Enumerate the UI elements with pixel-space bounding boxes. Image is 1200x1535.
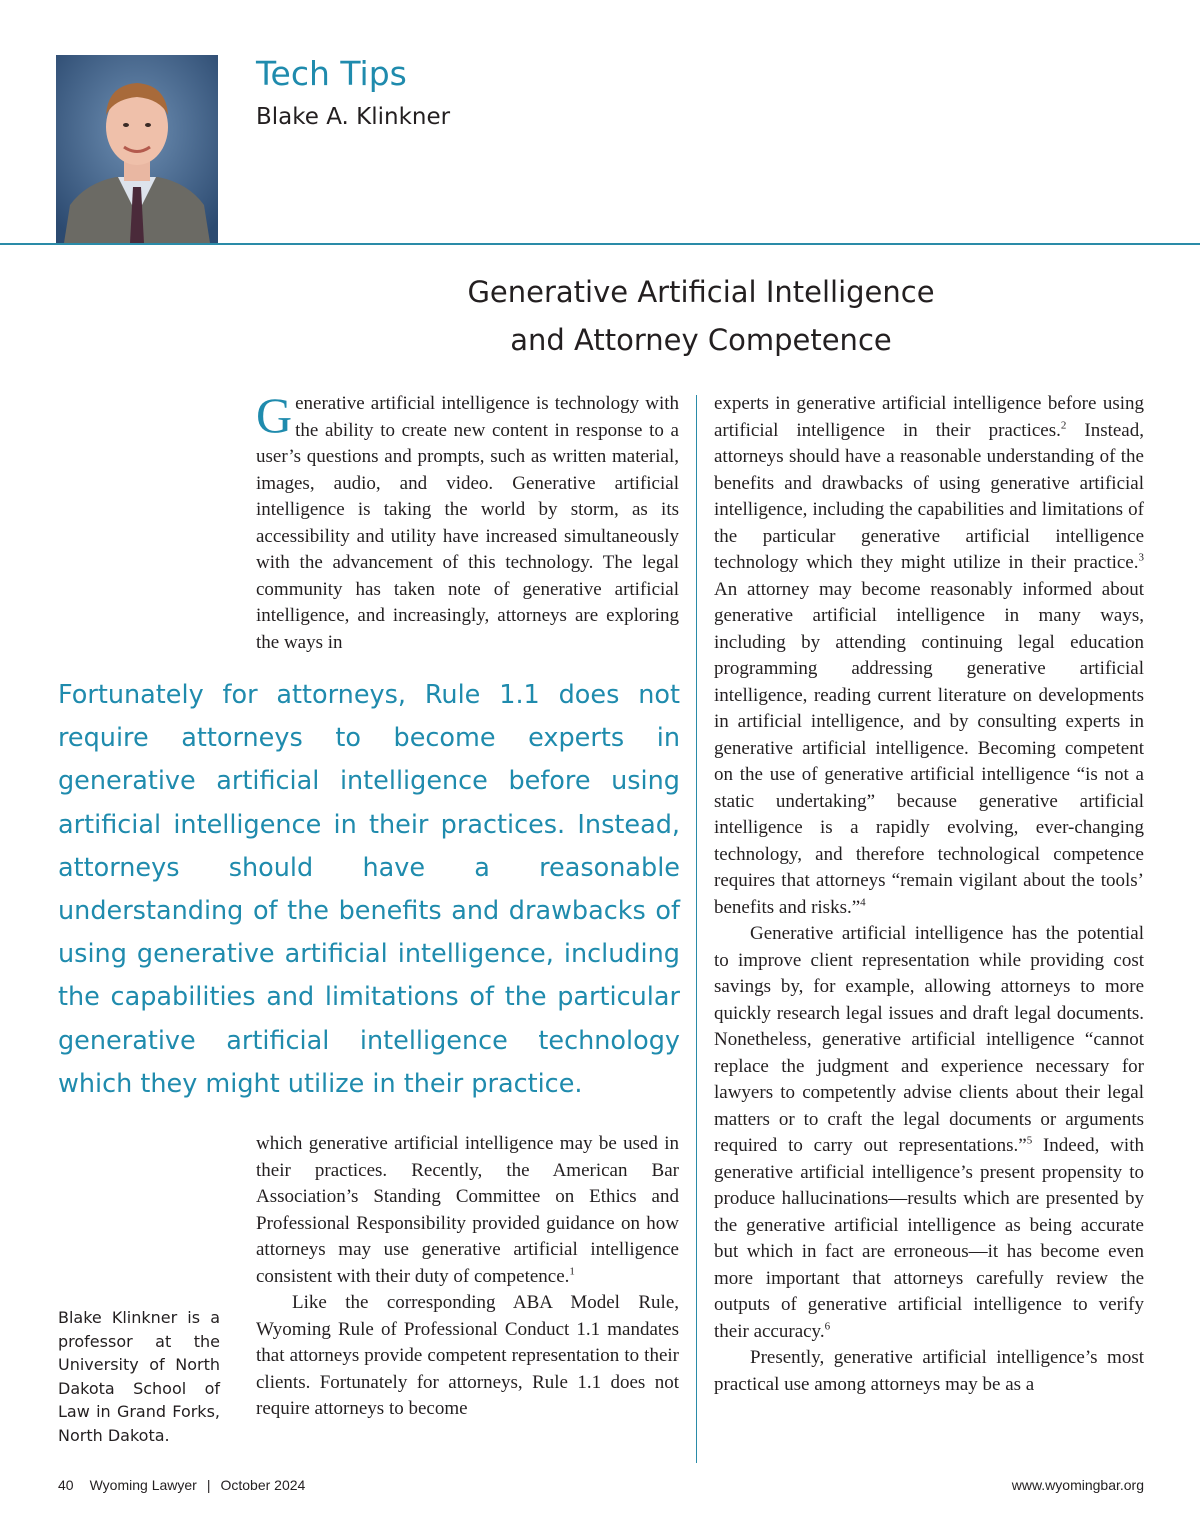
pull-quote: Fortunately for attorneys, Rule 1.1 does not require attorneys to become experts in generative artificial intelligence before using artificial intelligence in their practices. Instead, attorneys should have a reasonable understanding of the benefits and drawbacks of using generative artificial intelligence, including the capabilities and limitations of the particular generative artificial intelligence technology which they might utilize in their practice. [58,680,680,1099]
article-title [256,268,1146,364]
article-title-line1: Generative Artificial Intelligence [467,275,935,309]
page-number: 40 [58,1477,74,1493]
paragraph-2-continued [714,391,1144,921]
drop-cap: G [256,387,293,443]
author-bio: Blake Klinkner is a professor at the University of North Dakota School of Law in Grand Forks, North Dakota. [58,1308,220,1445]
article-title-line2: and Attorney Competence [510,323,892,357]
footer-left [58,1477,305,1493]
author-photo [56,55,218,243]
column-divider [696,395,697,1463]
paragraph-3 [714,921,1144,1345]
footer-separator: | [206,1477,211,1493]
footnote-ref-2: 2 [1060,419,1067,432]
issue-date: October 2024 [220,1477,306,1493]
paragraph-2-cont-text: experts in generative artificial intelligence before using artificial intelligence in their practices. [714,393,1144,441]
footnote-ref-5: 5 [1026,1134,1033,1147]
column-2 [714,391,1144,1398]
footnote-ref-4: 4 [860,896,866,909]
paragraph-3-a-text: Generative artificial intelligence has the potential to improve client representation while providing cost savings by, for example, allowing attorneys to more quickly research legal issues and draft legal documents. Nonetheless, generative artificial intelligence “cannot replace the judgment and experience necessary for lawyers to competently advise clients about their legal matters or to craft the legal documents or arguments required to carry out representations.” [714,923,1144,1156]
paragraph-1 [256,387,679,656]
footnote-ref-3: 3 [1138,551,1144,564]
header-divider [0,243,1200,245]
column-1-bottom [256,1131,679,1423]
paragraph-1-continued [256,1131,679,1290]
column-label: Tech Tips [256,54,407,93]
paragraph-1-text: enerative artificial intelligence is technology with the ability to create new content in response to a user’s questions and prompts, such as written material, images, audio, and video. Generative artificial intelligence is taking the world by storm, as its accessibility and utility have increased simultaneously with the advancement of this technology. The legal community has taken note of generative artificial intelligence, and increasingly, attorneys are exploring the ways in [256,393,679,653]
footnote-ref-6: 6 [824,1320,831,1333]
paragraph-1-end-text: which generative artificial intelligence may be used in their practices. Recently, the American Bar Association’s Standing Committee on Ethics and Professional Responsibility provided guidance on how attorneys may use generative artificial intelligence consistent with their duty of competence. [256,1133,679,1287]
paragraph-2 [256,1290,679,1423]
author-name: Blake A. Klinkner [256,104,451,130]
paragraph-3-b-text: Indeed, with generative artificial intelligence’s present propensity to produce hallucinations—results which are presented by the generative artificial intelligence as being accurate but which in fact are erroneous—it has become even more important that attorneys carefully review the outputs of generative artificial intelligence to verify their accuracy. [714,1135,1144,1342]
footer-website[interactable]: www.wyomingbar.org [1011,1477,1144,1493]
publication-name: Wyoming Lawyer [89,1477,197,1493]
paragraph-4 [714,1345,1144,1398]
footnote-ref-1: 1 [569,1265,575,1278]
column-1-top [256,387,679,656]
paragraph-2-start-text: Like the corresponding ABA Model Rule, Wyoming Rule of Professional Conduct 1.1 mandates that attorneys provide competent representation to their clients. Fortunately for attorneys, Rule 1.1 does not require attorneys to become [256,1292,679,1419]
author-portrait-image [56,55,218,243]
paragraph-4-text: Presently, generative artificial intelligence’s most practical use among attorneys may be as a [714,1347,1144,1395]
paragraph-2-b-text: Instead, attorneys should have a reasonable understanding of the benefits and drawbacks of using generative artificial intelligence, including the capabilities and limitations of the particular generative artificial intelligence technology which they might utilize in their practice. [714,419,1144,573]
paragraph-2-c-text: An attorney may become reasonably informed about generative artificial intelligence in many ways, including by attending continuing legal education programming addressing generative artificial intelligence, reading current literature on developments in artificial intelligence, and by consulting experts in generative artificial intelligence. Becoming competent on the use of generative artificial intelligence “is not a static undertaking” because generative artificial intelligence is a rapidly evolving, ever-changing technology, and therefore technological competence requires that attorneys “remain vigilant about the tools’ benefits and risks.” [714,578,1144,918]
